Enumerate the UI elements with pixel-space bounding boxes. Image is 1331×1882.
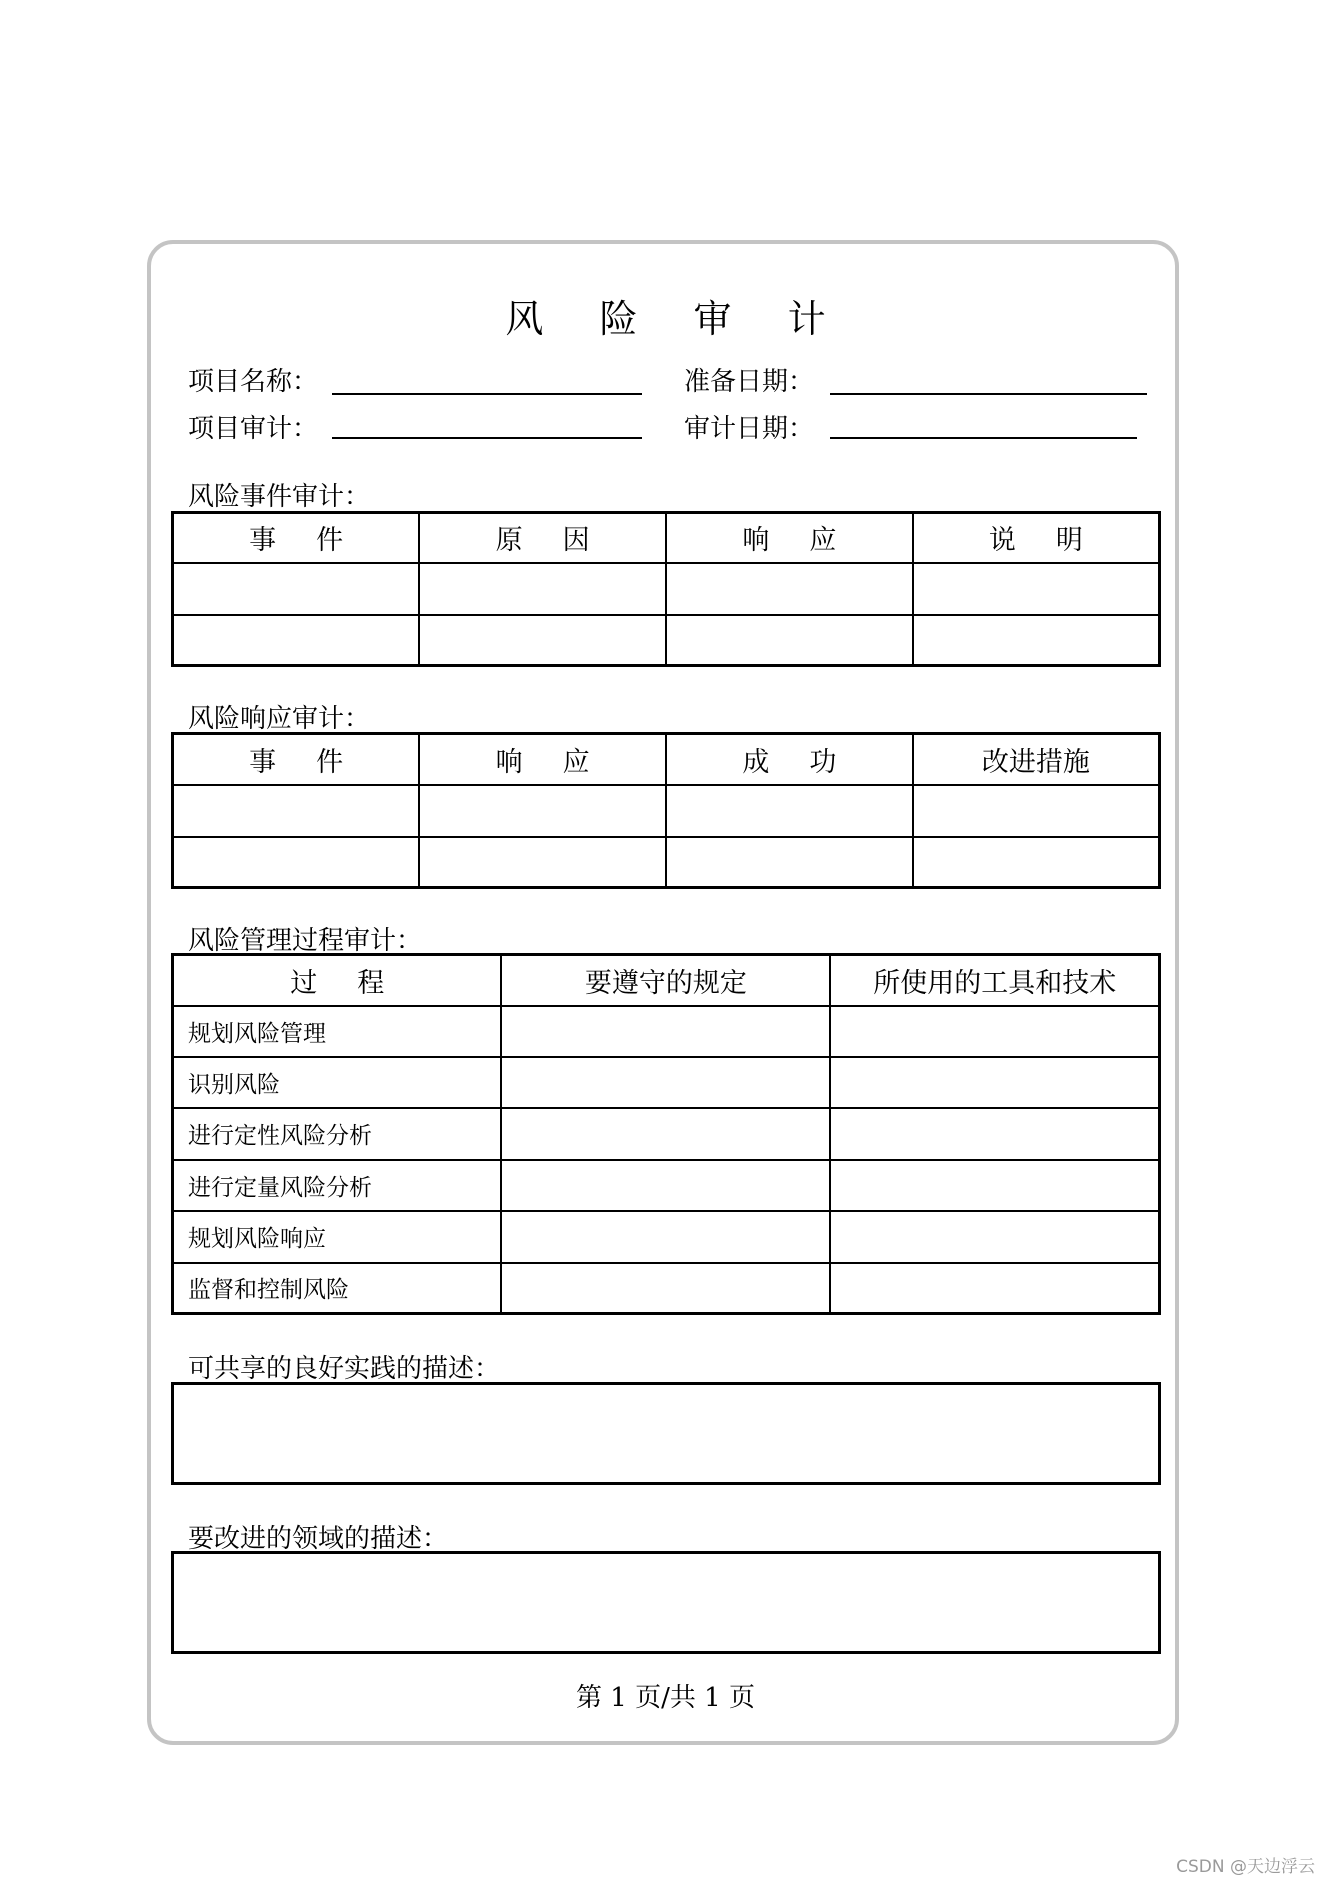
risk-event-audit-label: 风险事件审计： — [188, 482, 371, 512]
table-cell[interactable] — [830, 1006, 1159, 1057]
table-cell[interactable] — [666, 615, 913, 666]
page-footer: 第 1 页/共 1 页 — [576, 1683, 755, 1713]
table-cell[interactable] — [830, 1211, 1159, 1263]
table-cell[interactable] — [173, 837, 420, 888]
header-improvement: 改进措施 — [913, 734, 1160, 785]
table-cell[interactable] — [501, 1160, 830, 1211]
risk-process-table — [171, 953, 1161, 1315]
table-cell[interactable] — [913, 785, 1160, 837]
header-note: 说明 — [913, 513, 1160, 563]
watermark: CSDN @天边浮云 — [1176, 1857, 1315, 1877]
good-practice-box[interactable] — [171, 1382, 1161, 1485]
project-name-field[interactable] — [332, 393, 642, 395]
table-cell[interactable] — [501, 1108, 830, 1160]
process-name: 进行定性风险分析 — [173, 1108, 502, 1160]
table-row — [173, 563, 1160, 615]
table-cell[interactable] — [666, 563, 913, 615]
table-cell[interactable] — [419, 837, 666, 888]
risk-response-table — [171, 732, 1161, 889]
table-row — [173, 1263, 1160, 1314]
table-cell[interactable] — [173, 785, 420, 837]
header-process: 过程 — [173, 955, 502, 1006]
table-row — [173, 1108, 1160, 1160]
table-row — [173, 615, 1160, 666]
project-audit-label: 项目审计： — [188, 414, 319, 444]
process-name: 进行定量风险分析 — [173, 1160, 502, 1211]
table-header-row — [173, 955, 1160, 1006]
project-audit-field[interactable] — [332, 437, 642, 439]
header-cause: 原因 — [419, 513, 666, 563]
table-cell[interactable] — [501, 1057, 830, 1108]
good-practice-label: 可共享的良好实践的描述： — [188, 1354, 501, 1384]
table-cell[interactable] — [666, 785, 913, 837]
header-event: 事件 — [173, 734, 420, 785]
prep-date-field[interactable] — [830, 393, 1147, 395]
header-response: 响应 — [666, 513, 913, 563]
process-name: 规划风险管理 — [173, 1006, 502, 1057]
table-row — [173, 785, 1160, 837]
table-cell[interactable] — [913, 615, 1160, 666]
risk-response-audit-label: 风险响应审计： — [188, 704, 371, 734]
header-success: 成功 — [666, 734, 913, 785]
table-cell[interactable] — [419, 615, 666, 666]
table-cell[interactable] — [830, 1263, 1159, 1314]
header-tools: 所使用的工具和技术 — [830, 955, 1159, 1006]
table-header-row — [173, 513, 1160, 563]
project-name-label: 项目名称： — [188, 367, 319, 397]
table-cell[interactable] — [830, 1057, 1159, 1108]
risk-process-audit-label: 风险管理过程审计： — [188, 926, 423, 956]
header-rules: 要遵守的规定 — [501, 955, 830, 1006]
table-row — [173, 1006, 1160, 1057]
process-name: 规划风险响应 — [173, 1211, 502, 1263]
process-name: 识别风险 — [173, 1057, 502, 1108]
process-name: 监督和控制风险 — [173, 1263, 502, 1314]
improvement-area-label: 要改进的领域的描述： — [188, 1524, 449, 1554]
risk-event-table — [171, 511, 1161, 667]
table-cell[interactable] — [913, 563, 1160, 615]
table-cell[interactable] — [913, 837, 1160, 888]
table-cell[interactable] — [419, 785, 666, 837]
form-title: 风 险 审 计 — [505, 297, 848, 341]
header-event: 事件 — [173, 513, 420, 563]
table-cell[interactable] — [173, 563, 420, 615]
table-cell[interactable] — [173, 615, 420, 666]
header-response: 响应 — [419, 734, 666, 785]
prep-date-label: 准备日期： — [684, 367, 815, 397]
table-row — [173, 1160, 1160, 1211]
table-cell[interactable] — [419, 563, 666, 615]
table-row — [173, 1211, 1160, 1263]
audit-date-field[interactable] — [830, 437, 1137, 439]
table-cell[interactable] — [501, 1006, 830, 1057]
table-cell[interactable] — [666, 837, 913, 888]
table-cell[interactable] — [501, 1263, 830, 1314]
table-cell[interactable] — [501, 1211, 830, 1263]
table-cell[interactable] — [830, 1160, 1159, 1211]
table-cell[interactable] — [830, 1108, 1159, 1160]
table-row — [173, 1057, 1160, 1108]
table-header-row — [173, 734, 1160, 785]
audit-date-label: 审计日期： — [684, 414, 815, 444]
improvement-area-box[interactable] — [171, 1551, 1161, 1654]
table-row — [173, 837, 1160, 888]
